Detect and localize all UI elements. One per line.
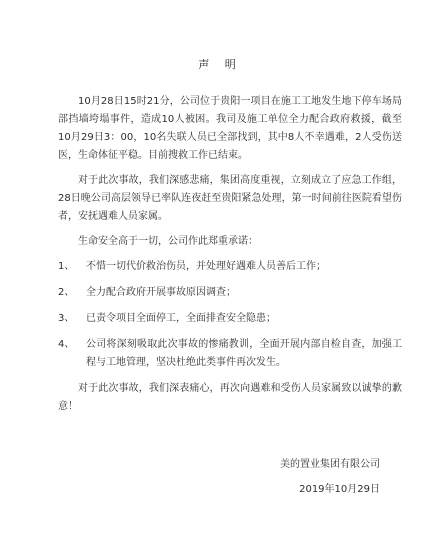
paragraph-closing: 对于此次事故，我们深表痛心，再次向遇难和受伤人员家属致以诚挚的歉意！ — [58, 383, 402, 412]
statement-body — [58, 93, 402, 423]
paragraph-commitment-intro: 生命安全高于一切，公司作此郑重承诺： — [78, 236, 258, 247]
statement-title: 声 明 — [198, 58, 242, 71]
commitment-text: 全力配合政府开展事故原因调查； — [86, 287, 236, 298]
commitment-number: 2、 — [58, 287, 75, 298]
commitment-item — [58, 284, 402, 302]
commitment-number: 3、 — [58, 313, 75, 324]
commitment-item — [58, 258, 402, 276]
commitment-text: 不惜一切代价救治伤员，并处理好遇难人员善后工作； — [86, 261, 326, 272]
statement-date: 2019年10月29日 — [299, 484, 380, 495]
commitment-item — [58, 310, 402, 328]
commitment-text: 公司将深刻吸取此次事故的惨痛教训，全面开展内部自检自查，加强工程与工地管理，坚决杜绝此类事件再次发生。 — [86, 339, 402, 368]
paragraph-response: 对于此次事故，我们深感悲痛，集团高度重视，立刻成立了应急工作组，28日晚公司高层领导已率队连夜赶至贵阳紧急处理，第一时间前往医院看望伤者，安抚遇难人员家属。 — [58, 175, 402, 222]
company-signature: 美的置业集团有限公司 — [280, 459, 380, 470]
commitment-item — [58, 336, 402, 372]
commitment-number: 4、 — [58, 339, 75, 350]
commitment-text: 已责令项目全面停工，全面排查安全隐患； — [86, 313, 276, 324]
commitment-number: 1、 — [58, 261, 75, 272]
paragraph-incident: 10月28日15时21分，公司位于贵阳一项目在施工工地发生地下停车场局部挡墙垮塌事件，造成10人被困。我司及施工单位全力配合政府救援，截至10月29日3：00，10名失联人员已全部找到，其中8人不幸遇难，2人受伤送医，生命体征平稳。目前搜救工作已结束。 — [58, 96, 402, 161]
